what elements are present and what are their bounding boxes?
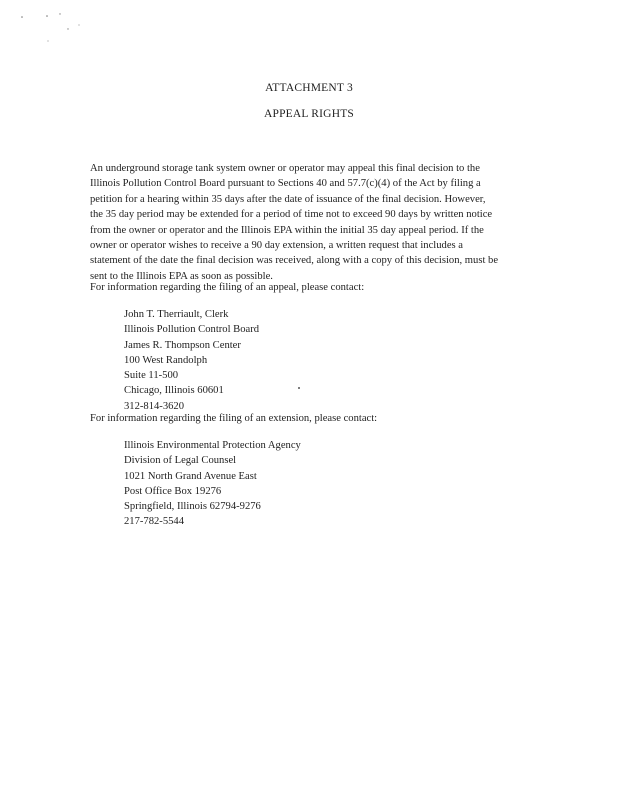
address-line: Suite 11-500	[124, 370, 179, 382]
appeal-rights-paragraph	[90, 161, 550, 284]
paragraph-line: An underground storage tank system owner or operator may appeal this final decision to the	[90, 163, 480, 174]
phone-number: 312-814-3620	[124, 400, 185, 412]
address-line: Division of Legal Counsel	[124, 455, 237, 467]
phone-number: 217-782-5544	[124, 516, 185, 528]
paragraph-line: sent to the Illinois EPA as soon as possible.	[90, 270, 273, 282]
address-line: Springfield, Illinois 62794-9276	[124, 501, 261, 513]
paragraph-line: petition for a hearing within 35 days after the date of issuance of the final decision. However,	[90, 193, 486, 205]
scan-specks	[0, 0, 120, 60]
address-line: James R. Thompson Center	[124, 339, 241, 351]
illinois-epa-address	[124, 438, 301, 530]
attachment-title: ATTACHMENT 3	[265, 82, 353, 94]
paragraph-line: statement of the date the final decision was received, along with a copy of this decision, must be	[90, 255, 499, 267]
address-line: 1021 North Grand Avenue East	[124, 470, 257, 482]
address-line: John T. Therriault, Clerk	[124, 309, 229, 320]
paragraph-line: the 35 day period may be extended for a period of time not to exceed 90 days by written notice	[90, 209, 493, 221]
paragraph-line: owner or operator wishes to receive a 90 day extension, a written request that includes a	[90, 240, 464, 252]
scan-speck	[298, 387, 300, 389]
paragraph-line: Illinois Pollution Control Board pursuant to Sections 40 and 57.7(c)(4) of the Act by filing a	[90, 178, 481, 190]
address-line: Illinois Pollution Control Board	[124, 324, 260, 336]
address-line: Illinois Environmental Protection Agency	[124, 440, 301, 451]
pollution-control-board-address	[124, 307, 259, 414]
address-line: 100 West Randolph	[124, 354, 208, 366]
paragraph-line: from the owner or operator and the Illinois EPA within the initial 35 day appeal period. If the	[90, 224, 484, 236]
address-line: Post Office Box 19276	[124, 485, 222, 497]
extension-contact-intro: For information regarding the filing of an extension, please contact:	[90, 413, 378, 424]
appeal-rights-heading: APPEAL RIGHTS	[263, 108, 355, 120]
address-line: Chicago, Illinois 60601	[124, 385, 224, 397]
appeal-contact-intro: For information regarding the filing of an appeal, please contact:	[90, 282, 365, 293]
